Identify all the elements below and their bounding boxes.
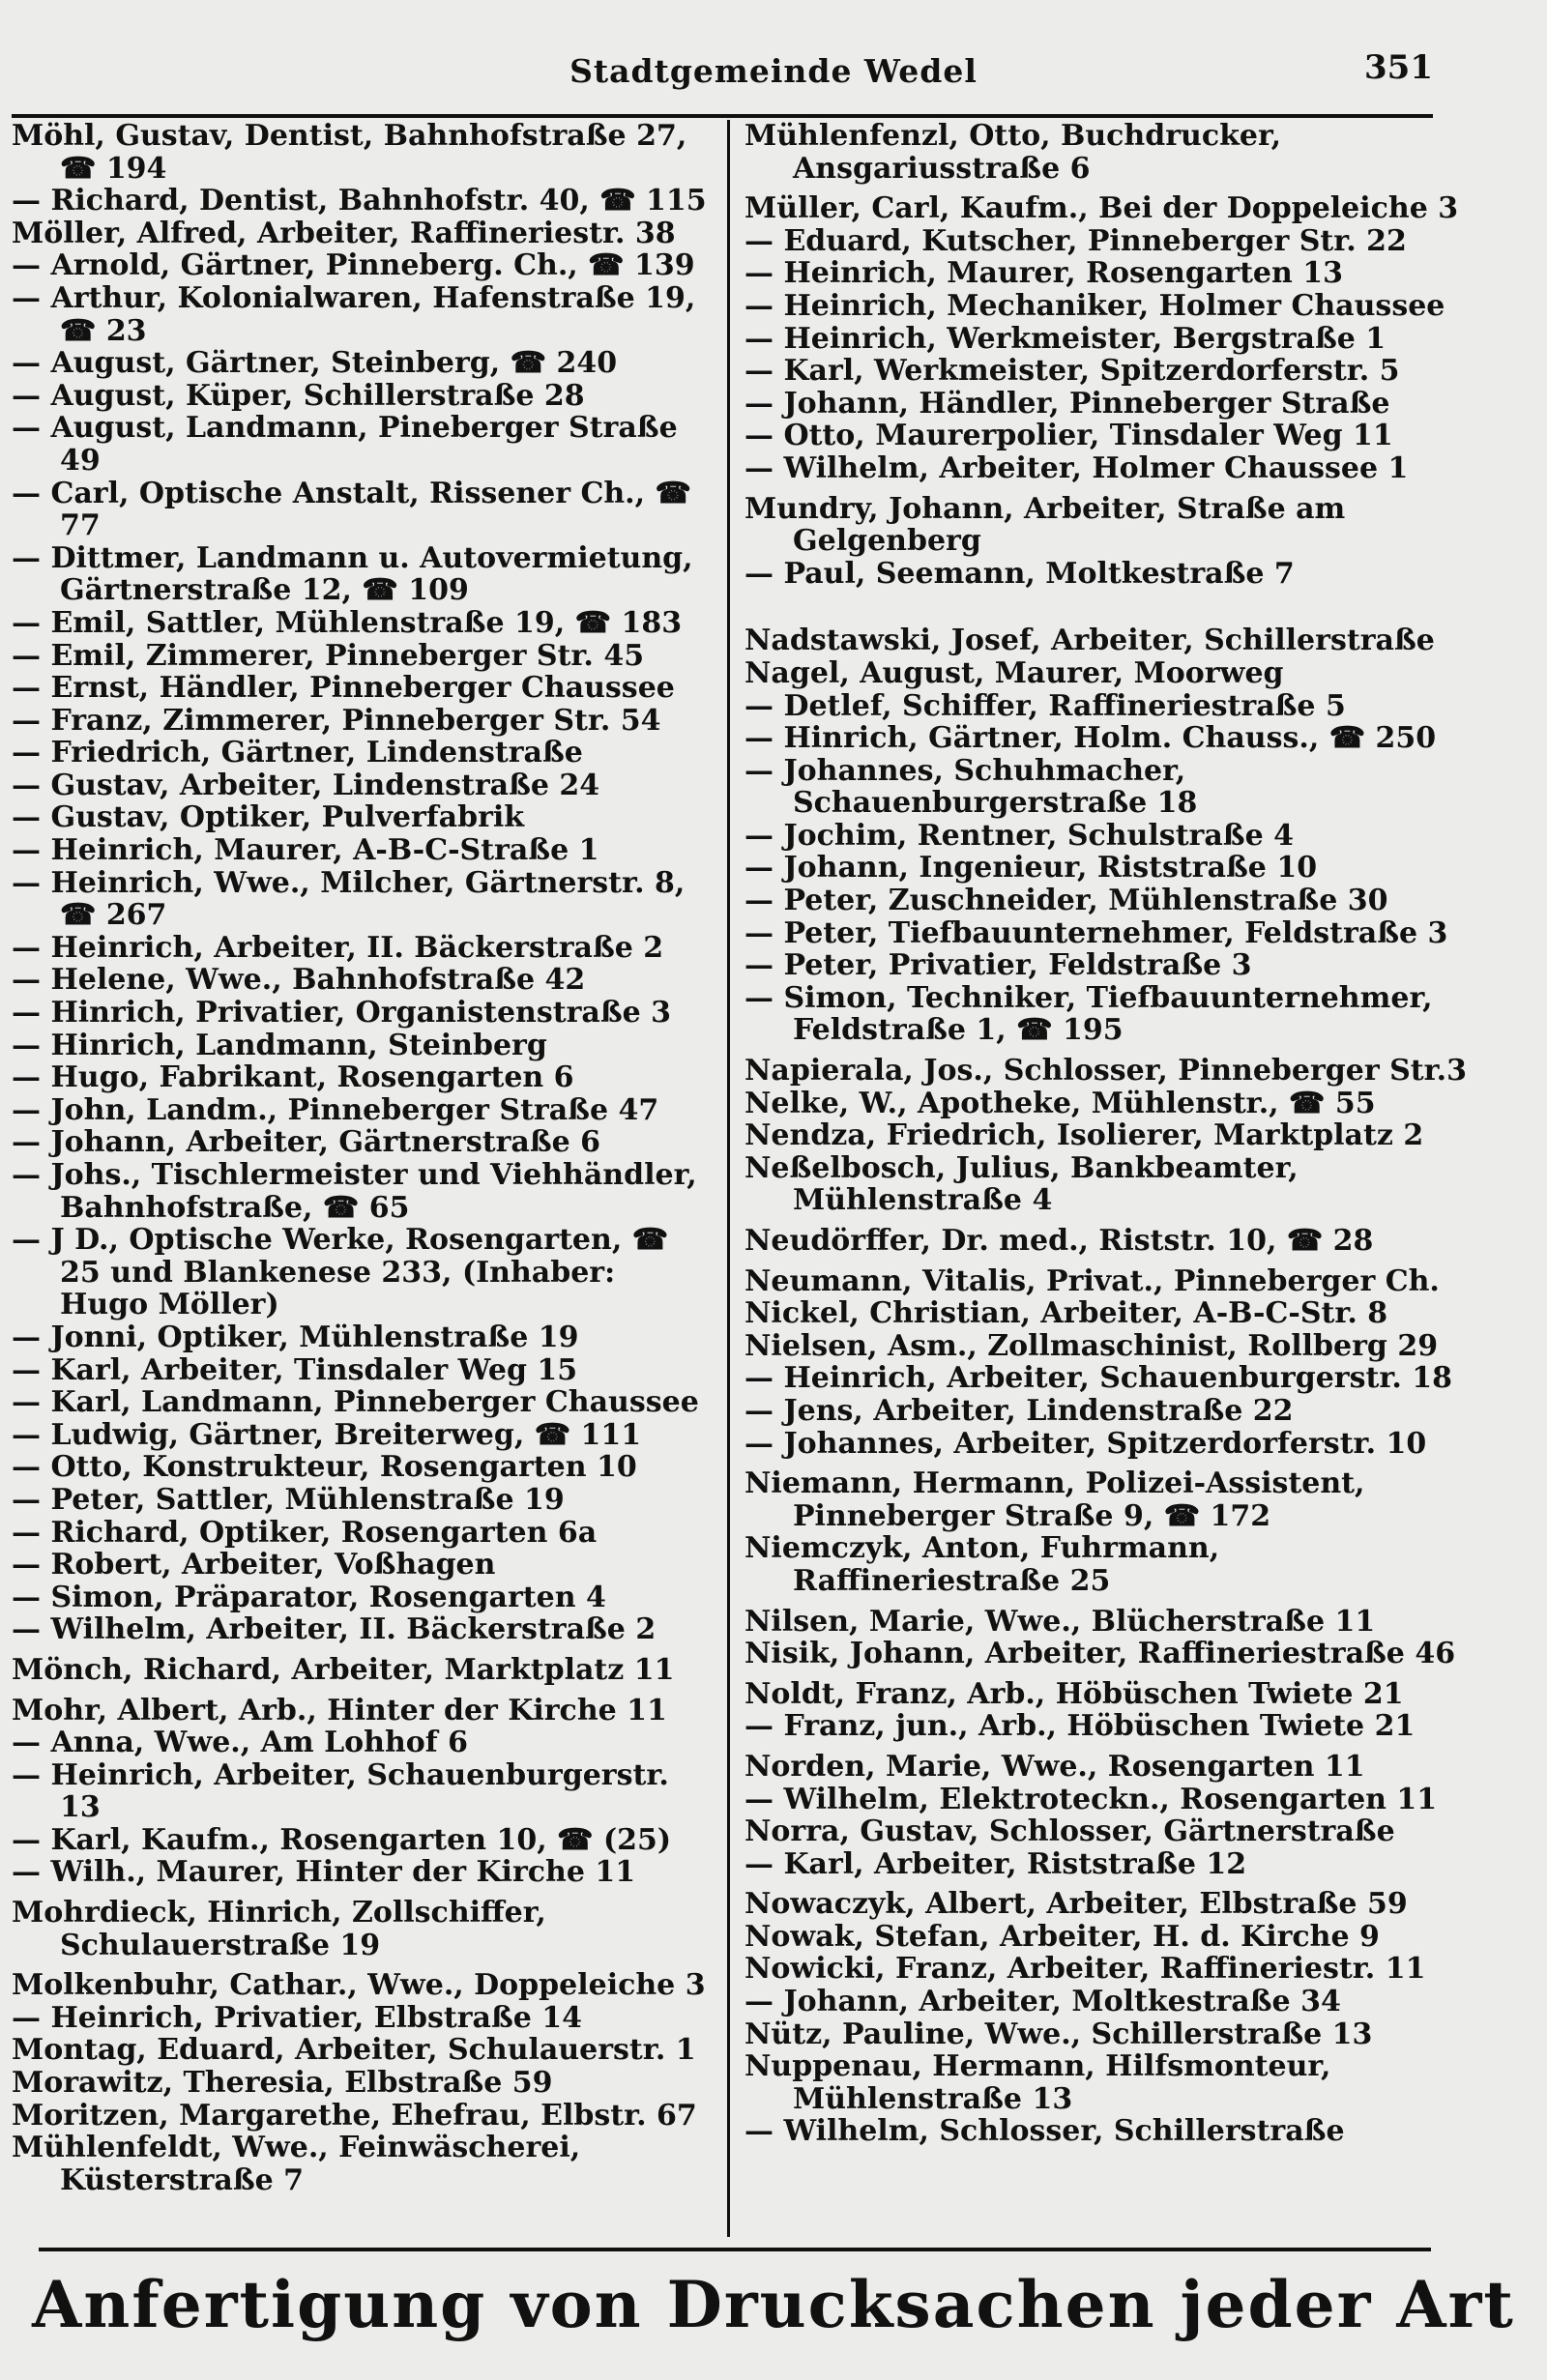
directory-entry: — Hinrich, Landmann, Steinberg: [12, 1028, 547, 1062]
directory-entry: — Arthur, Kolonialwaren, Hafenstraße 19, ☎ 23: [12, 280, 696, 348]
directory-entry: Nielsen, Asm., Zollmaschinist, Rollberg 29: [744, 1328, 1439, 1363]
directory-entry: Moritzen, Margarethe, Ehefrau, Elbstr. 67: [12, 2098, 697, 2133]
directory-entry: — Jonni, Optiker, Mühlenstraße 19: [12, 1320, 579, 1354]
directory-entry: — Emil, Sattler, Mühlenstraße 19, ☎ 183: [12, 605, 683, 640]
directory-entry: — Johannes, Arbeiter, Spitzerdorferstr. 10: [744, 1426, 1427, 1461]
directory-entry: Mühlenfeldt, Wwe., Feinwäscherei, Küsterstraße 7: [12, 2131, 581, 2197]
directory-entry: — Robert, Arbeiter, Voßhagen: [12, 1548, 496, 1582]
directory-entry: — Heinrich, Werkmeister, Bergstraße 1: [744, 321, 1386, 356]
directory-entry: — Peter, Privatier, Feldstraße 3: [744, 948, 1252, 983]
directory-entry: — Hinrich, Gärtner, Holm. Chauss., ☎ 250: [744, 721, 1437, 756]
directory-entry: Morawitz, Theresia, Elbstraße 59: [12, 2066, 553, 2101]
directory-entry: — Franz, jun., Arb., Höbüschen Twiete 21: [744, 1709, 1416, 1744]
directory-entry: — Heinrich, Privatier, Elbstraße 14: [12, 2000, 583, 2035]
directory-entry: Norden, Marie, Wwe., Rosengarten 11: [744, 1749, 1365, 1784]
directory-entry: Nowicki, Franz, Arbeiter, Raffineriestr. 11: [744, 1952, 1426, 1987]
directory-entry: Nütz, Pauline, Wwe., Schillerstraße 13: [744, 2017, 1373, 2051]
directory-entry: — Johann, Arbeiter, Moltkestraße 34: [744, 1985, 1341, 2019]
directory-entry: Mühlenfenzl, Otto, Buchdrucker, Ansgariusstraße 6: [744, 119, 1282, 186]
directory-entry: Molkenbuhr, Cathar., Wwe., Doppeleiche 3: [12, 1968, 706, 2003]
directory-entry: — Peter, Sattler, Mühlenstraße 19: [12, 1482, 565, 1517]
directory-entry: — Karl, Werkmeister, Spitzerdorferstr. 5: [744, 354, 1400, 389]
directory-entry: — August, Gärtner, Steinberg, ☎ 240: [12, 346, 618, 381]
directory-entry: — Peter, Zuschneider, Mühlenstraße 30: [744, 884, 1388, 918]
directory-entry: — Johann, Arbeiter, Gärtnerstraße 6: [12, 1125, 601, 1160]
directory-entry: — Emil, Zimmerer, Pinneberger Str. 45: [12, 638, 645, 673]
directory-entry: Neßelbosch, Julius, Bankbeamter, Mühlenstraße 4: [744, 1150, 1299, 1218]
directory-entry: — Karl, Kaufm., Rosengarten 10, ☎ (25): [12, 1822, 672, 1857]
directory-entry: — Ernst, Händler, Pinneberger Chaussee: [12, 671, 675, 706]
directory-entry: Noldt, Franz, Arb., Höbüschen Twiete 21: [744, 1676, 1404, 1711]
directory-entry: — August, Landmann, Pineberger Straße 49: [12, 411, 678, 478]
directory-entry: — Anna, Wwe., Am Lohhof 6: [12, 1726, 469, 1760]
directory-entry: — Ludwig, Gärtner, Breiterweg, ☎ 111: [12, 1417, 642, 1452]
directory-entry: — Jens, Arbeiter, Lindenstraße 22: [744, 1393, 1294, 1428]
directory-entry: — Otto, Maurerpolier, Tinsdaler Weg 11: [744, 419, 1393, 453]
directory-entry: Mohrdieck, Hinrich, Zollschiffer, Schulauerstraße 19: [12, 1896, 546, 1962]
page-title: Stadtgemeinde Wedel: [569, 52, 978, 90]
left-column: [12, 120, 708, 2196]
directory-entry: — Karl, Arbeiter, Tinsdaler Weg 15: [12, 1352, 578, 1387]
directory-entry: Müller, Carl, Kaufm., Bei der Doppeleiche 3: [744, 191, 1459, 226]
directory-entry: Montag, Eduard, Arbeiter, Schulauerstr. 1: [12, 2033, 696, 2068]
directory-entry: — Peter, Tiefbauunternehmer, Feldstraße 3: [744, 915, 1448, 950]
directory-entry: — Hugo, Fabrikant, Rosengarten 6: [12, 1060, 574, 1095]
page-number: 351: [1364, 48, 1433, 87]
directory-entry: — Heinrich, Arbeiter, Schauenburgerstr. 18: [744, 1361, 1453, 1396]
directory-entry: Mohr, Albert, Arb., Hinter der Kirche 11: [12, 1693, 667, 1727]
directory-entry: Niemann, Hermann, Polizei-Assistent, Pinneberger Straße 9, ☎ 172: [744, 1466, 1365, 1533]
directory-entry: — August, Küper, Schillerstraße 28: [12, 378, 585, 413]
directory-entry: Möller, Alfred, Arbeiter, Raffineriestr. 38: [12, 216, 676, 250]
directory-entry: — Wilhelm, Arbeiter, Holmer Chaussee 1: [744, 450, 1409, 485]
directory-entry: — Heinrich, Mechaniker, Holmer Chaussee: [744, 288, 1445, 323]
column-divider: [727, 120, 730, 2237]
advertisement-banner: Anfertigung von Drucksachen jeder Art: [32, 2267, 1515, 2342]
directory-entry: Nilsen, Marie, Wwe., Blücherstraße 11: [744, 1604, 1376, 1639]
directory-entry: — J D., Optische Werke, Rosengarten, ☎ 25 und Blankenese 233, (Inhaber: Hugo Möller): [12, 1223, 669, 1322]
directory-entry: Möhl, Gustav, Dentist, Bahnhofstraße 27, ☎ 194: [12, 119, 687, 186]
directory-entry: — Heinrich, Maurer, Rosengarten 13: [744, 256, 1344, 291]
directory-entry: — Richard, Optiker, Rosengarten 6a: [12, 1515, 598, 1550]
directory-entry: — Heinrich, Wwe., Milcher, Gärtnerstr. 8, ☎ 267: [12, 865, 686, 933]
directory-entry: — Wilhelm, Elektroteckn., Rosengarten 11: [744, 1782, 1438, 1816]
directory-entry: — Dittmer, Landmann u. Autovermietung, Gärtnerstraße 12, ☎ 109: [12, 540, 693, 608]
directory-entry: Nagel, August, Maurer, Moorweg: [744, 655, 1284, 690]
directory-entry: — Hinrich, Privatier, Organistenstraße 3: [12, 996, 672, 1030]
directory-entry: — Eduard, Kutscher, Pinneberger Str. 22: [744, 223, 1407, 258]
directory-entry: Nadstawski, Josef, Arbeiter, Schillerstraße: [744, 624, 1435, 658]
directory-entry: — Friedrich, Gärtner, Lindenstraße: [12, 736, 583, 770]
directory-entry: — Karl, Landmann, Pinneberger Chaussee: [12, 1385, 699, 1420]
directory-entry: Nisik, Johann, Arbeiter, Raffineriestraße 46: [744, 1637, 1456, 1671]
directory-entry: — Heinrich, Maurer, A-B-C-Straße 1: [12, 833, 599, 868]
directory-entry: Norra, Gustav, Schlosser, Gärtnerstraße: [744, 1814, 1395, 1849]
directory-entry: — Franz, Zimmerer, Pinneberger Str. 54: [12, 703, 661, 738]
directory-entry: — Arnold, Gärtner, Pinneberg. Ch., ☎ 139: [12, 248, 695, 283]
right-column: [744, 120, 1489, 2148]
directory-entry: Nuppenau, Hermann, Hilfsmonteur, Mühlenstraße 13: [744, 2049, 1331, 2116]
directory-entry: — Otto, Konstrukteur, Rosengarten 10: [12, 1450, 637, 1485]
directory-entry: — Heinrich, Arbeiter, Schauenburgerstr. 13: [12, 1757, 669, 1825]
directory-entry: — Simon, Techniker, Tiefbauunternehmer, Feldstraße 1, ☎ 195: [744, 980, 1433, 1048]
directory-entry: Mundry, Johann, Arbeiter, Straße am Gelgenberg: [744, 491, 1346, 559]
directory-entry: — Karl, Arbeiter, Riststraße 12: [744, 1846, 1247, 1881]
directory-entry: — Johannes, Schuhmacher, Schauenburgerstraße 18: [744, 753, 1198, 821]
directory-entry: — Richard, Dentist, Bahnhofstr. 40, ☎ 115: [12, 184, 707, 218]
directory-entry: — Detlef, Schiffer, Raffineriestraße 5: [744, 688, 1346, 723]
directory-entry: Mönch, Richard, Arbeiter, Marktplatz 11: [12, 1652, 675, 1687]
directory-entry: — John, Landm., Pinneberger Straße 47: [12, 1092, 659, 1127]
directory-entry: — Gustav, Optiker, Pulverfabrik: [12, 800, 525, 835]
directory-entry: Nelke, W., Apotheke, Mühlenstr., ☎ 55: [744, 1086, 1376, 1120]
directory-entry: Nendza, Friedrich, Isolierer, Marktplatz 2: [744, 1118, 1424, 1153]
directory-entry: — Gustav, Arbeiter, Lindenstraße 24: [12, 768, 600, 802]
directory-entry: — Simon, Präparator, Rosengarten 4: [12, 1580, 606, 1614]
directory-entry: — Jochim, Rentner, Schulstraße 4: [744, 818, 1294, 853]
directory-entry: Napierala, Jos., Schlosser, Pinneberger Str.3: [744, 1054, 1467, 1088]
directory-entry: — Heinrich, Arbeiter, II. Bäckerstraße 2: [12, 930, 664, 965]
directory-entry: — Wilh., Maurer, Hinter der Kirche 11: [12, 1855, 636, 1890]
directory-entry: — Helene, Wwe., Bahnhofstraße 42: [12, 963, 586, 998]
directory-entry: — Johs., Tischlermeister und Viehhändler, Bahnhofstraße, ☎ 65: [12, 1158, 697, 1225]
page-header: [0, 46, 1547, 104]
directory-entry: Nowaczyk, Albert, Arbeiter, Elbstraße 59: [744, 1887, 1408, 1922]
directory-entry: — Johann, Ingenieur, Riststraße 10: [744, 851, 1318, 885]
footer-rule: [39, 2248, 1431, 2251]
directory-entry: — Wilhelm, Schlosser, Schillerstraße: [744, 2114, 1345, 2149]
directory-entry: Neudörffer, Dr. med., Riststr. 10, ☎ 28: [744, 1224, 1374, 1258]
directory-entry: Nickel, Christian, Arbeiter, A-B-C-Str. 8: [744, 1296, 1388, 1331]
directory-entry: Nowak, Stefan, Arbeiter, H. d. Kirche 9: [744, 1919, 1380, 1954]
directory-entry: — Paul, Seemann, Moltkestraße 7: [744, 556, 1295, 591]
header-rule: [12, 114, 1433, 118]
directory-entry: — Johann, Händler, Pinneberger Straße: [744, 386, 1390, 421]
directory-entry: — Wilhelm, Arbeiter, II. Bäckerstraße 2: [12, 1612, 657, 1647]
directory-entry: — Carl, Optische Anstalt, Rissener Ch., ☎ 77: [12, 476, 691, 543]
directory-entry: Niemczyk, Anton, Fuhrmann, Raffineriestraße 25: [744, 1531, 1220, 1598]
directory-entry: Neumann, Vitalis, Privat., Pinneberger Ch.: [744, 1263, 1440, 1298]
